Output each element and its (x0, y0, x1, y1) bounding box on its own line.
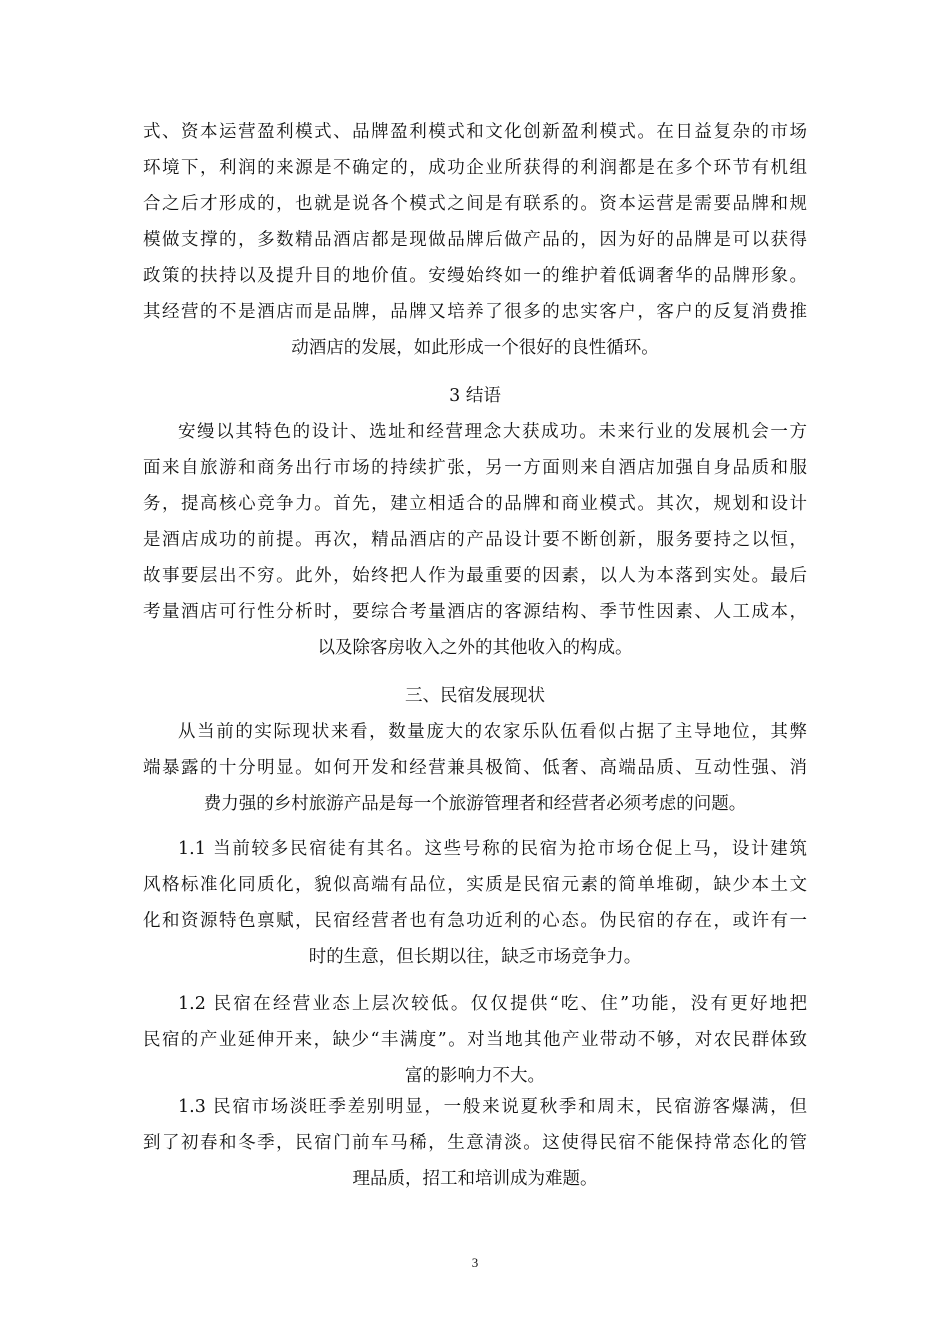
text-line: 到了初春和冬季，民宿门前车马稀，生意清淡。这使得民宿不能保持常态化的管 (143, 1133, 807, 1153)
text-line: 动酒店的发展，如此形成一个很好的良性循环。 (291, 338, 659, 358)
text-line: 式、资本运营盈利模式、品牌盈利模式和文化创新盈利模式。在日益复杂的市场 (143, 122, 807, 142)
text-line: 时的生意，但长期以往，缺乏市场竞争力。 (308, 947, 642, 967)
text-line: 故事要层出不穷。此外，始终把人作为最重要的因素，以人为本落到实处。最后 (143, 566, 807, 586)
text-line: 环境下，利润的来源是不确定的，成功企业所获得的利润都是在多个环节有机组 (143, 158, 807, 178)
paragraph-conclusion (143, 414, 807, 666)
text-line: 风格标准化同质化，貌似高端有品位，实质是民宿元素的简单堆砌，缺少本土文 (143, 875, 807, 895)
paragraph-minsu-status (143, 714, 807, 822)
text-line: 民宿的产业延伸开来，缺少“丰满度”。对当地其他产业带动不够，对农民群体致 (143, 1030, 807, 1050)
section-heading-minsu: 三、民宿发展现状 (405, 686, 545, 706)
text-line: 1.2 民宿在经营业态上层次较低。仅仅提供“吃、住”功能，没有更好地把 (178, 994, 807, 1014)
text-line: 考量酒店可行性分析时，要综合考量酒店的客源结构、季节性因素、人工成本， (143, 602, 807, 622)
text-line: 1.1 当前较多民宿徒有其名。这些号称的民宿为抢市场仓促上马，设计建筑 (178, 839, 807, 859)
paragraph-1-3 (143, 1089, 807, 1197)
text-line: 模做支撑的，多数精品酒店都是现做品牌后做产品的，因为好的品牌是可以获得 (143, 230, 807, 250)
text-line: 是酒店成功的前提。再次，精品酒店的产品设计要不断创新，服务要持之以恒， (143, 530, 807, 550)
text-line: 其经营的不是酒店而是品牌，品牌又培养了很多的忠实客户，客户的反复消费推 (143, 302, 807, 322)
page-number: 3 (471, 1255, 479, 1270)
paragraph-1-2 (143, 986, 807, 1094)
text-line: 化和资源特色禀赋，民宿经营者也有急功近利的心态。伪民宿的存在，或许有一 (143, 911, 807, 931)
text-line: 面来自旅游和商务出行市场的持续扩张，另一方面则来自酒店加强自身品质和服 (143, 458, 807, 478)
text-line: 富的影响力不大。 (405, 1066, 545, 1086)
text-line: 务，提高核心竞争力。首先，建立相适合的品牌和商业模式。其次，规划和设计 (143, 494, 807, 514)
text-line: 理品质，招工和培训成为难题。 (352, 1169, 598, 1189)
text-line: 端暴露的十分明显。如何开发和经营兼具极简、低奢、高端品质、互动性强、消 (143, 758, 807, 778)
text-line: 安缦以其特色的设计、选址和经营理念大获成功。未来行业的发展机会一方 (178, 422, 807, 442)
paragraph-profit-models (143, 114, 807, 366)
text-line: 政策的扶持以及提升目的地价值。安缦始终如一的维护着低调奢华的品牌形象。 (143, 266, 807, 286)
section-heading-conclusion: 3 结语 (449, 386, 501, 406)
text-line: 费力强的乡村旅游产品是每一个旅游管理者和经营者必须考虑的问题。 (203, 794, 747, 814)
text-line: 1.3 民宿市场淡旺季差别明显，一般来说夏秋季和周末，民宿游客爆满，但 (178, 1097, 807, 1117)
text-line: 从当前的实际现状来看，数量庞大的农家乐队伍看似占据了主导地位，其弊 (178, 722, 807, 742)
text-line: 合之后才形成的，也就是说各个模式之间是有联系的。资本运营是需要品牌和规 (143, 194, 807, 214)
text-line: 以及除客房收入之外的其他收入的构成。 (317, 638, 633, 658)
paragraph-1-1 (143, 831, 807, 975)
